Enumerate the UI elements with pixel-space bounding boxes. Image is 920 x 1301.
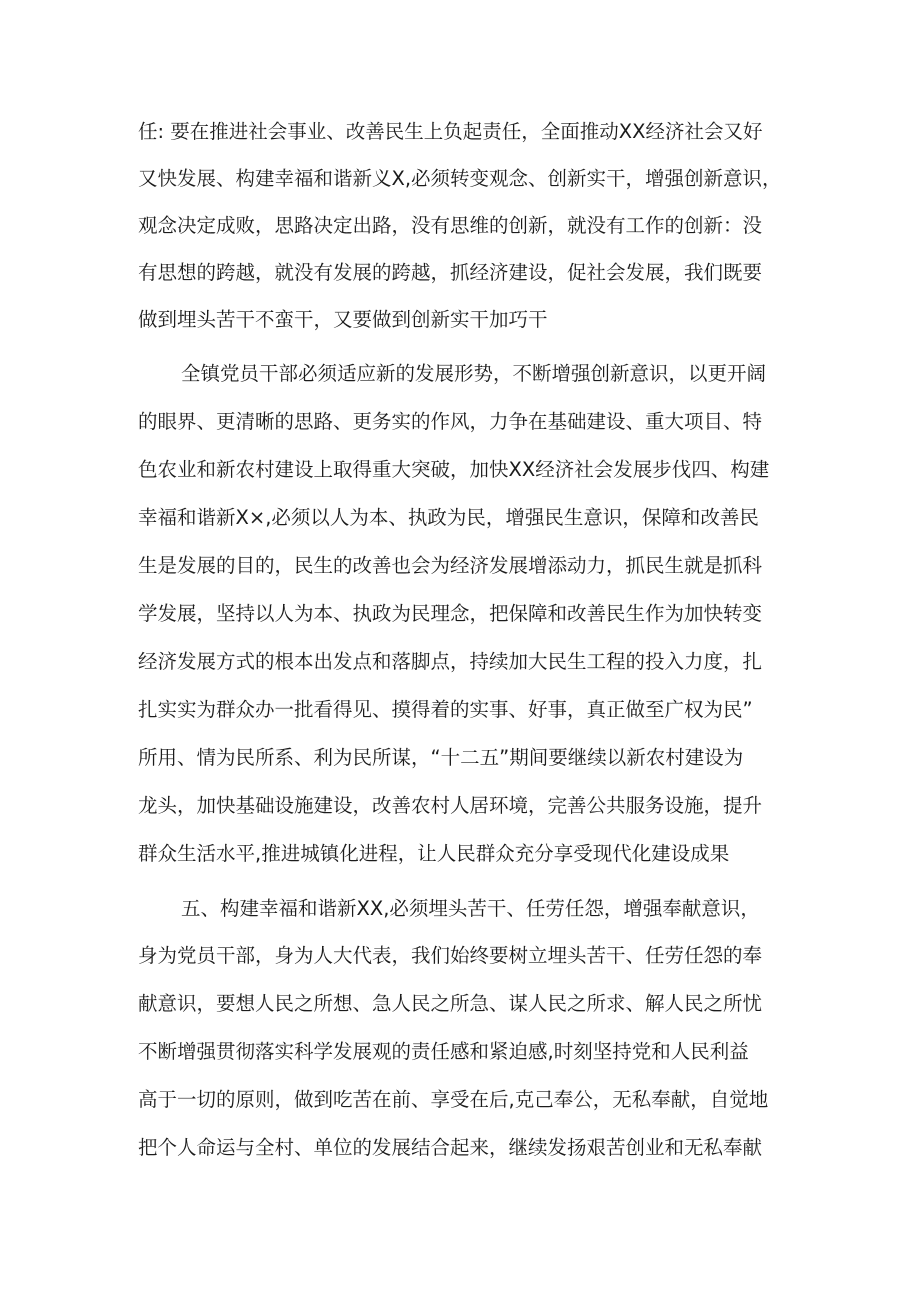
text-line: 幸福和谐新X×,必须以人为本、执政为民，增强民生意识，保障和改善民 bbox=[138, 506, 759, 529]
text-line: 观念决定成败，思路决定出路，没有思维的创新，就没有工作的创新：没 bbox=[138, 214, 763, 237]
text-line: 学发展，坚持以人为本、执政为民理念，把保障和改善民生作为加快转变 bbox=[138, 602, 763, 625]
text-line: 把个人命运与全村、单位的发展结合起来，继续发扬艰苦创业和无私奉献 bbox=[138, 1136, 763, 1159]
text-line: 有思想的跨越，就没有发展的跨越，抓经济建设，促社会发展，我们既要 bbox=[138, 261, 763, 284]
text-line: 经济发展方式的根本出发点和落脚点，持续加大民生工程的投入力度，扎 bbox=[138, 650, 763, 673]
text-line: 所用、情为民所系、利为民所谋，“十二五”期间要继续以新农村建设为 bbox=[138, 746, 744, 769]
text-line: 身为党员干部，身为人大代表，我们始终要树立埋头苦干、任劳任怨的奉 bbox=[138, 944, 763, 967]
text-line: 的眼界、更清晰的思路、更务实的作风，力争在基础建设、重大项目、特 bbox=[138, 410, 763, 433]
text-line: 又快发展、构建幸福和谐新义X,必须转变观念、创新实干，增强创新意识， bbox=[138, 167, 782, 190]
text-line: 龙头，加快基础设施建设，改善农村人居环境，完善公共服务设施，提升 bbox=[138, 794, 763, 817]
text-line: 色农业和新农村建设上取得重大突破，加快XX经济社会发展步伐四、构建 bbox=[138, 458, 770, 481]
text-line: 生是发展的目的，民生的改善也会为经济发展增添动力，抓民生就是抓科 bbox=[138, 554, 763, 577]
text-line: 群众生活水平,推进城镇化进程，让人民群众充分享受现代化建设成果 bbox=[138, 842, 730, 865]
text-line: 献意识，要想人民之所想、急人民之所急、谋人民之所求、解人民之所忧 bbox=[138, 992, 763, 1015]
text-line: 任: 要在推进社会事业、改善民生上负起责任，全面推动XX经济社会又好 bbox=[138, 120, 763, 143]
text-line: 扎实实为群众办一批看得见、摸得着的实事、好事，真正做至广权为民” bbox=[138, 698, 753, 721]
text-line: 高于一切的原则，做到吃苦在前、享受在后,克己奉公，无私奉献，自觉地 bbox=[138, 1088, 769, 1111]
text-line: 全镇党员干部必须适应新的发展形势，不断增强创新意识，以更开阔 bbox=[181, 362, 767, 385]
text-line: 做到埋头苦干不蛮干，又要做到创新实干加巧干 bbox=[138, 308, 548, 331]
text-line: 不断增强贯彻落实科学发展观的责任感和紧迫感,时刻坚持党和人民利益 bbox=[138, 1040, 749, 1063]
text-line: 五、构建幸福和谐新XX,必须埋头苦干、任劳任怨，增强奉献意识， bbox=[181, 897, 760, 920]
